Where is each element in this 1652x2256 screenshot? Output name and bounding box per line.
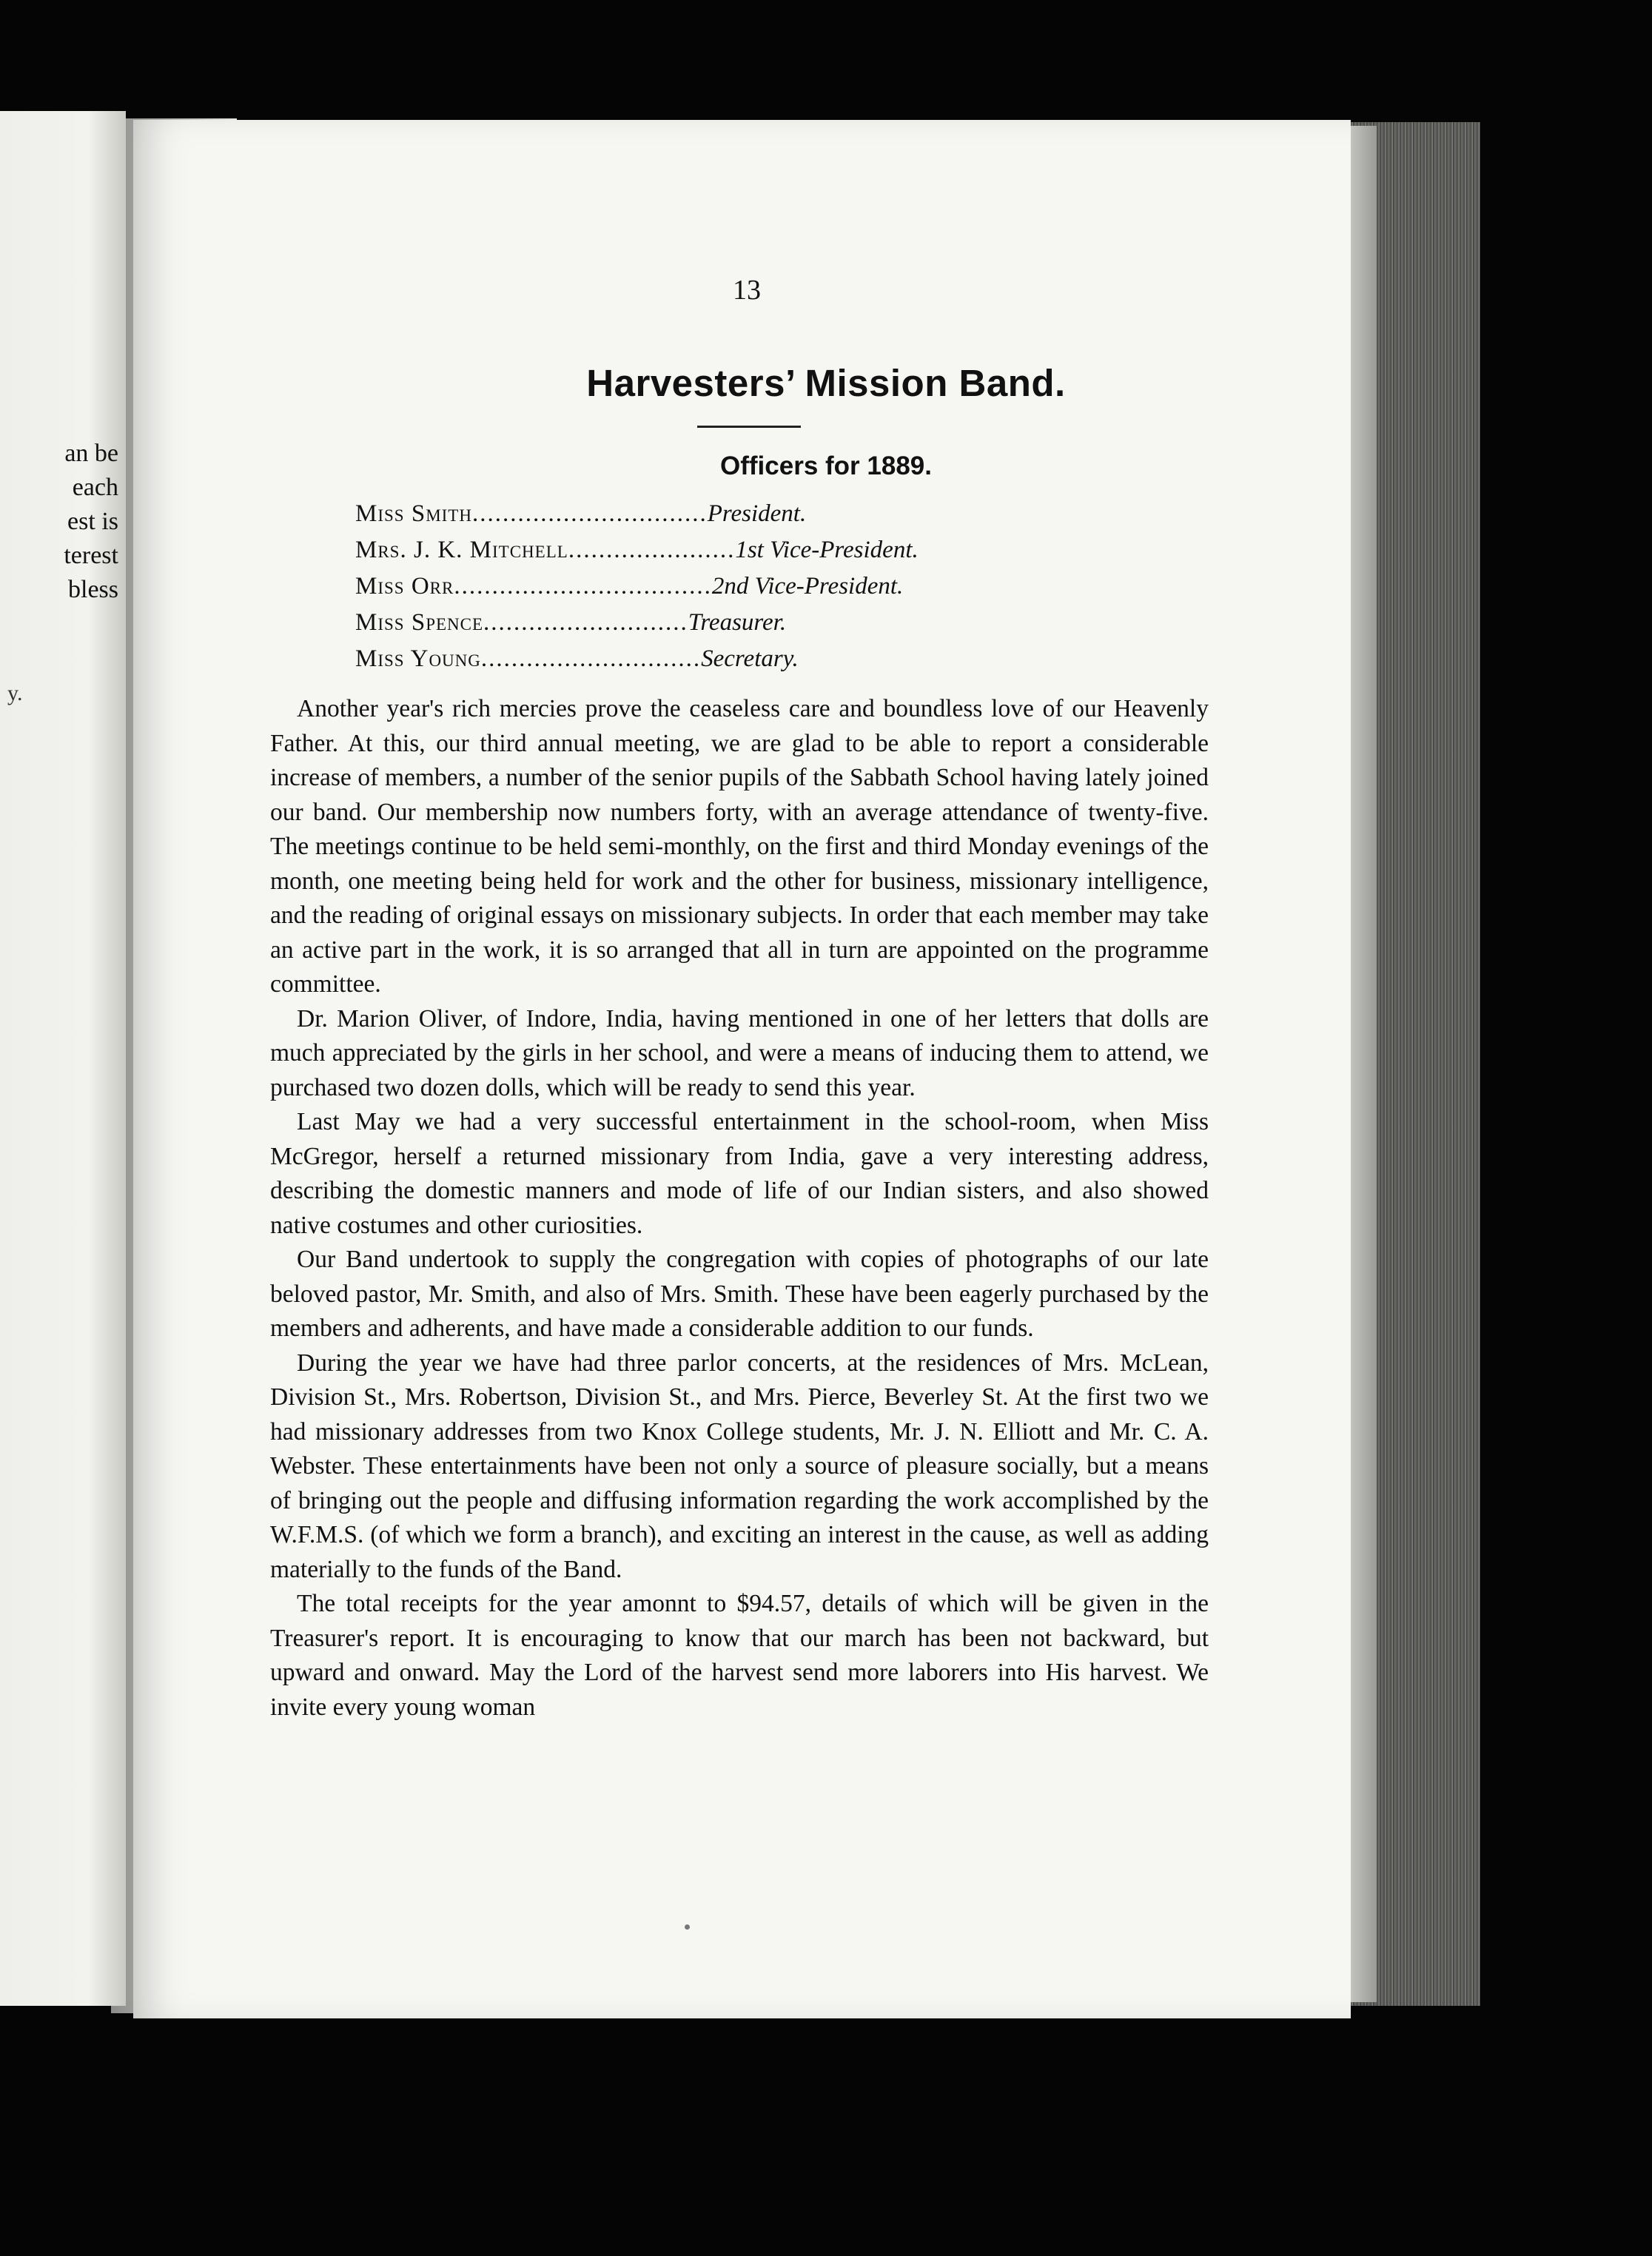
- officer-role: 1st Vice-President.: [735, 537, 919, 563]
- paragraph: Dr. Marion Oliver, of Indore, India, having mentioned in one of her letters that dolls are much appreciated by the girls in her school, and were a means of inducing them to attend, we purchased two dozen dolls, which will be ready to send this year.: [270, 1004, 1209, 1101]
- officer-role: Treasurer.: [688, 609, 787, 636]
- leader-dots: .............................: [480, 645, 702, 672]
- left-fragment: terest: [64, 542, 118, 569]
- leader-dots: ..................................: [454, 573, 712, 600]
- officer-name: Miss Spence: [355, 609, 484, 636]
- title-rule: [697, 426, 801, 428]
- page-title: Harvesters’ Mission Band.: [586, 362, 1066, 404]
- left-stray-mark: y.: [7, 681, 23, 705]
- page-speck: [685, 1924, 690, 1930]
- left-fragment: each: [72, 474, 118, 501]
- leader-dots: ......................: [568, 537, 736, 563]
- officer-name: Miss Young: [355, 645, 481, 672]
- left-fragment: est is: [67, 508, 118, 535]
- paragraph: The total receipts for the year amonnt to $94.57, details of which will be given in the Treasurer's report. It is encouraging to know that our march has been not backward, but upward and onward. May the Lord of the harvest send more laborers into His harvest. We invite every young woman: [270, 1590, 1209, 1721]
- left-fragment: an be: [64, 440, 118, 467]
- report-body: [270, 692, 1209, 1725]
- officer-name: Miss Orr: [355, 573, 454, 600]
- leader-dots: ...............................: [471, 500, 708, 527]
- officer-row: [355, 641, 1184, 677]
- paragraph: Another year's rich mercies prove the ceaseless care and boundless love of our Heavenly Father. At this, our third annual meeting, we are glad to be able to report a considerable increase of members, a number of the senior pupils of the Sabbath School having lately joined our band. Our membership now numbers forty, with an average attendance of twenty-five. The meetings continue to be held semi-monthly, on the first and third Monday evenings of the month, one meeting being held for work and the other for business, missionary intelligence, and the reading of original essays on missionary subjects. In order that each member may take an active part in the work, it is so arranged that all in turn are appointed on the programme committee.: [270, 695, 1209, 998]
- paragraph: Our Band undertook to supply the congregation with copies of photographs of our late beloved pastor, Mr. Smith, and also of Mrs. Smith. These have been eagerly purchased by the members and adherents, and have made a considerable addition to our funds.: [270, 1246, 1209, 1342]
- officer-role: President.: [707, 500, 807, 527]
- officer-name: Miss Smith: [355, 500, 472, 527]
- officer-row: [355, 568, 1184, 605]
- officers-heading: Officers for 1889.: [720, 451, 932, 480]
- officer-role: Secretary.: [701, 645, 799, 672]
- page-number: 13: [733, 275, 761, 306]
- left-fragment: bless: [68, 576, 118, 603]
- paragraph: During the year we have had three parlor concerts, at the residences of Mrs. McLean, Division St., Mrs. Robertson, Division St., and Mrs. Pierce, Beverley St. At the first two we had missionary addresses from two Knox College students, Mr. J. N. Elliott and Mr. C. A. Webster. These entertainments have been not only a source of pleasure socially, but a means of bringing out the people and diffusing information regarding the work accomplished by the W.F.M.S. (of which we form a branch), and exciting an interest in the cause, as well as adding materially to the funds of the Band.: [270, 1349, 1209, 1583]
- officer-name: Mrs. J. K. Mitchell: [355, 537, 568, 563]
- officer-role: 2nd Vice-President.: [711, 573, 904, 600]
- officer-row: [355, 532, 1184, 568]
- officers-list: [355, 496, 1184, 677]
- paragraph: Last May we had a very successful entertainment in the school-room, when Miss McGregor, herself a returned missionary from India, gave a very interesting address, describing the domestic manners and mode of life of our Indian sisters, and also showed native costumes and other curiosities.: [270, 1108, 1209, 1239]
- leader-dots: ...........................: [483, 609, 688, 636]
- officer-row: [355, 605, 1184, 641]
- officer-row: [355, 496, 1184, 532]
